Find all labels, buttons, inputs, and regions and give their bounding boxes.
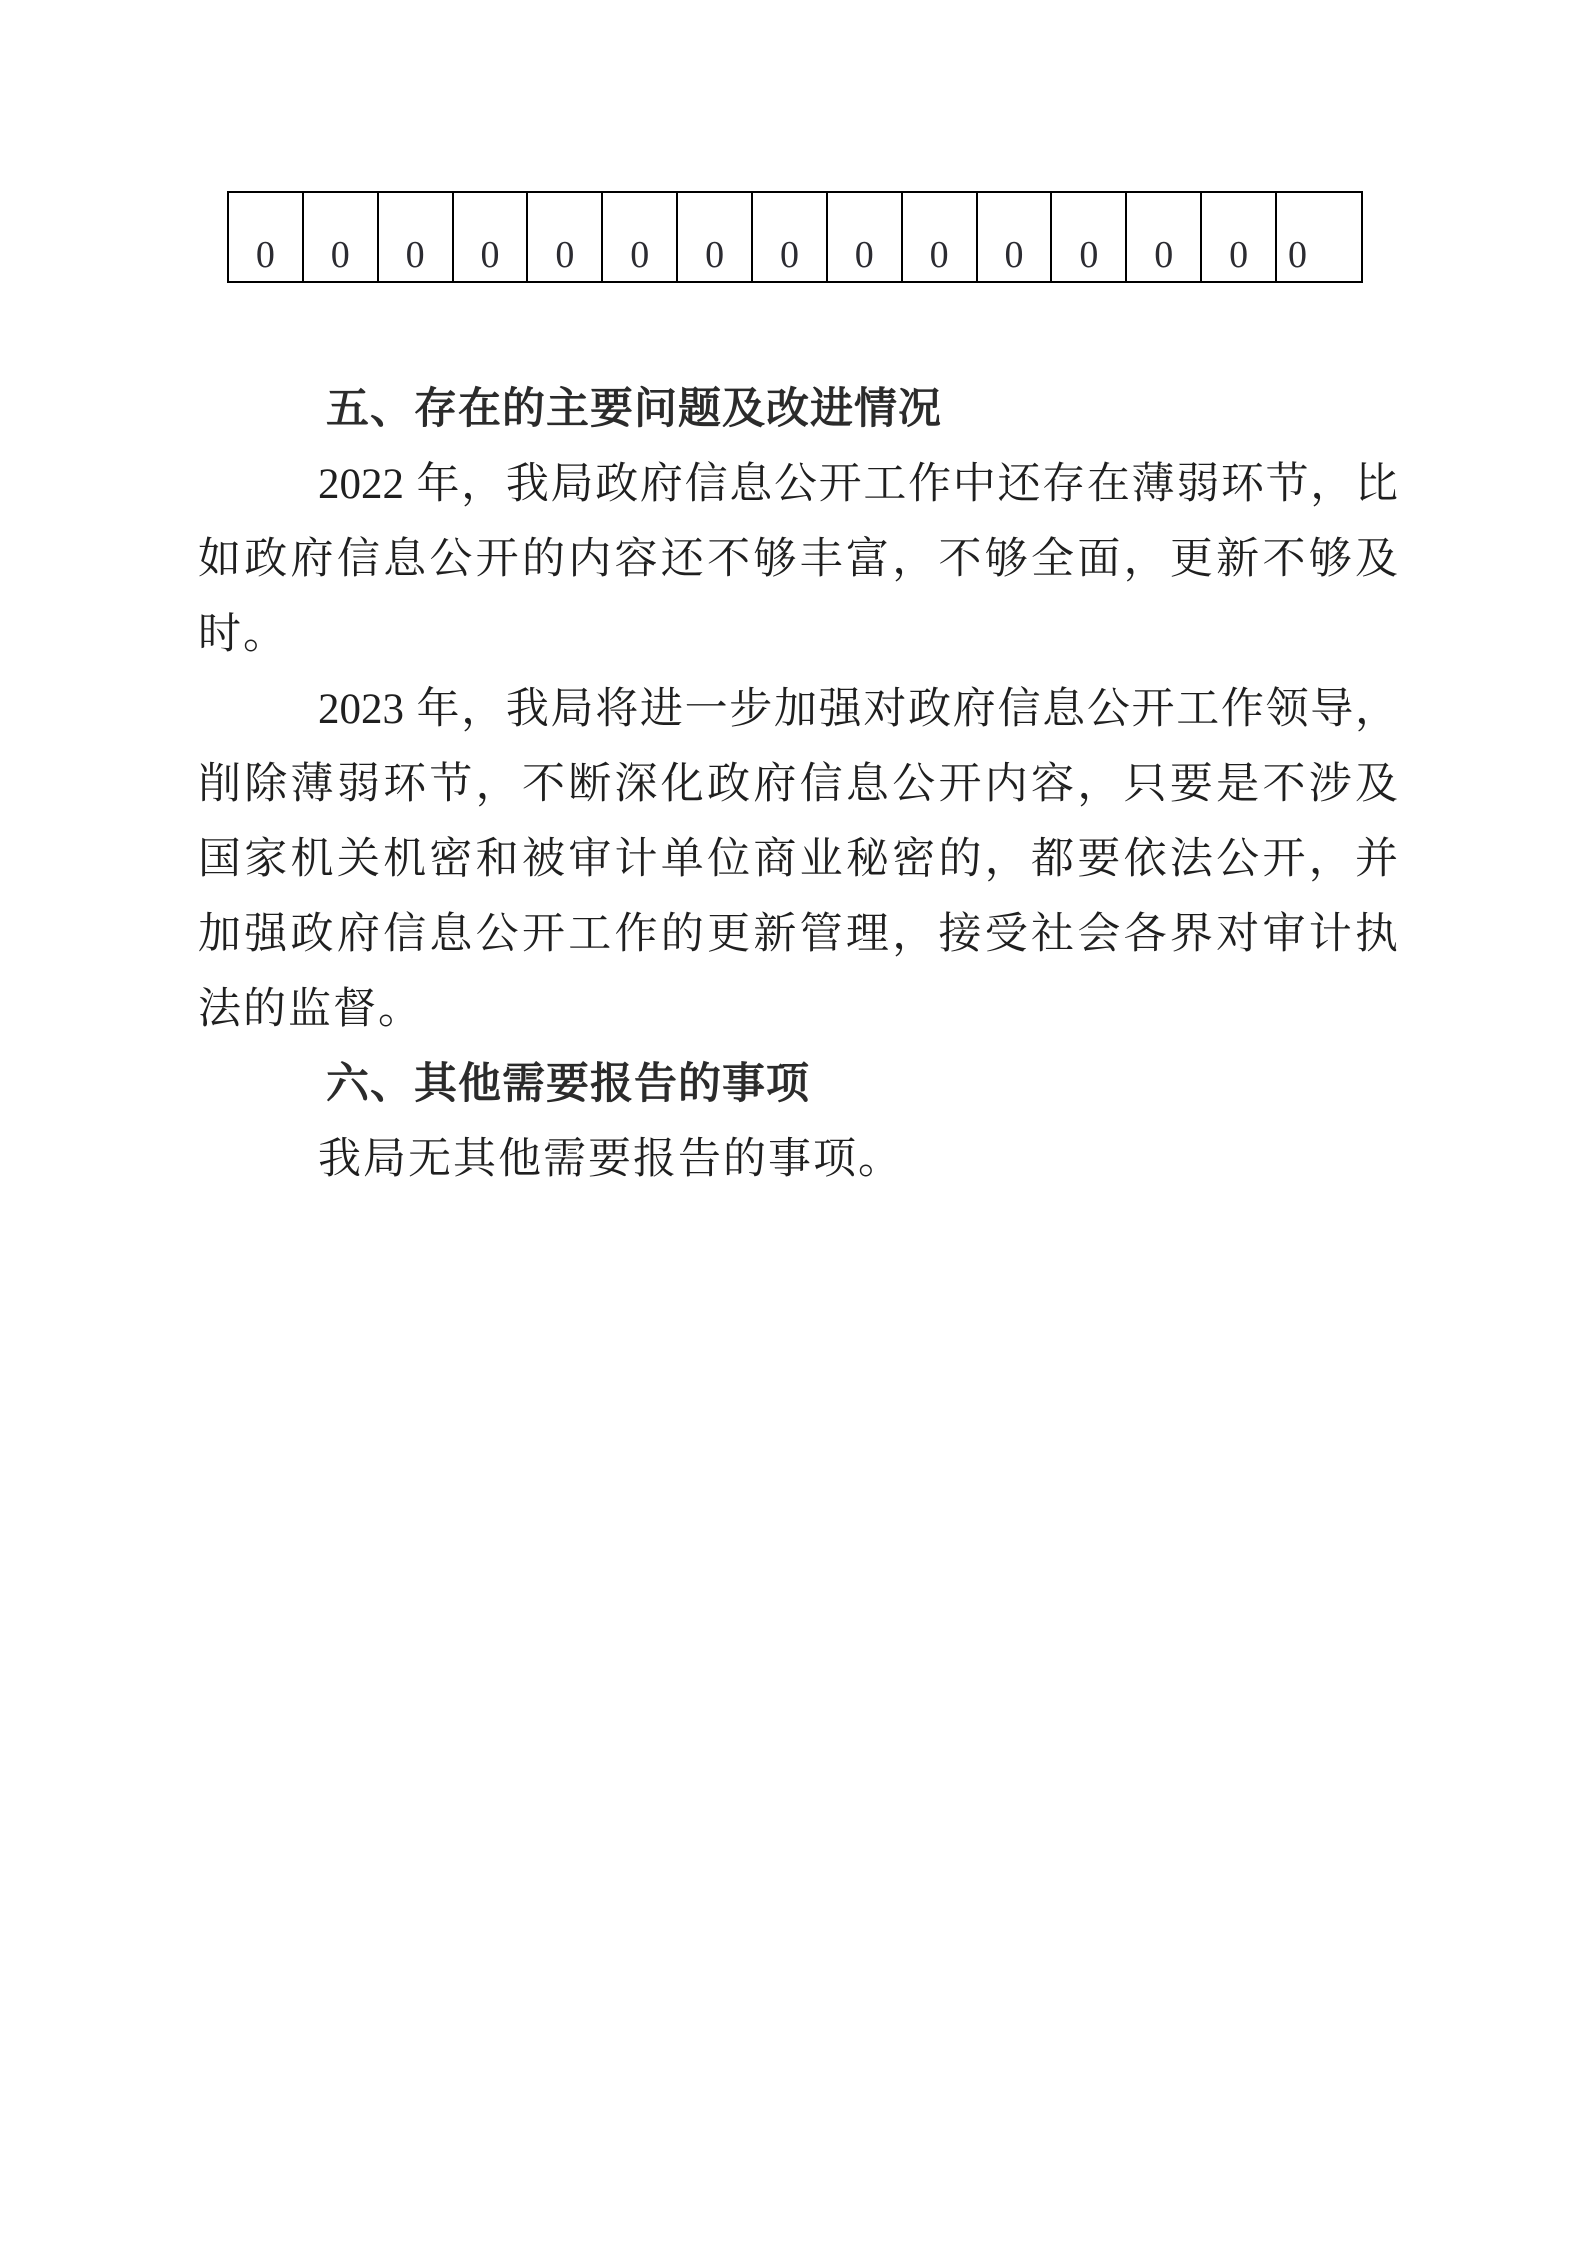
table-cell: 0: [978, 193, 1053, 281]
table-cell: 0: [1052, 193, 1127, 281]
table-cell: 0: [1127, 193, 1202, 281]
table-cell: 0: [678, 193, 753, 281]
table-cell: 0: [304, 193, 379, 281]
paragraph-line: 2022 年，我局政府信息公开工作中还存在薄弱环节，比: [318, 461, 1398, 508]
paragraph-line: 加强政府信息公开工作的更新管理，接受社会各界对审计执: [198, 911, 1398, 958]
table-cell: 0: [828, 193, 903, 281]
table-cell: 0: [753, 193, 828, 281]
section-5-heading: 五、存在的主要问题及改进情况: [326, 385, 942, 433]
paragraph-line: 如政府信息公开的内容还不够丰富，不够全面，更新不够及: [198, 536, 1398, 583]
paragraph-line: 我局无其他需要报告的事项。: [318, 1136, 903, 1183]
table-cell: 0: [379, 193, 454, 281]
table-cell: 0: [603, 193, 678, 281]
table-cell: 0: [454, 193, 529, 281]
section-6-heading: 六、其他需要报告的事项: [326, 1060, 810, 1108]
statistics-table-row: [227, 191, 1363, 283]
table-cell: 0: [903, 193, 978, 281]
table-cell: 0: [528, 193, 603, 281]
paragraph-line: 国家机关机密和被审计单位商业秘密的，都要依法公开，并: [198, 836, 1398, 883]
paragraph-line: 时。: [198, 611, 288, 658]
table-cell: 0: [229, 193, 304, 281]
paragraph-line: 削除薄弱环节，不断深化政府信息公开内容，只要是不涉及: [198, 761, 1398, 808]
document-body: [198, 372, 1398, 1197]
paragraph-line: 2023 年，我局将进一步加强对政府信息公开工作领导，: [318, 686, 1398, 733]
table-cell: 0: [1288, 234, 1308, 276]
paragraph-line: 法的监督。: [198, 986, 423, 1033]
table-cell: 0: [1202, 193, 1277, 281]
